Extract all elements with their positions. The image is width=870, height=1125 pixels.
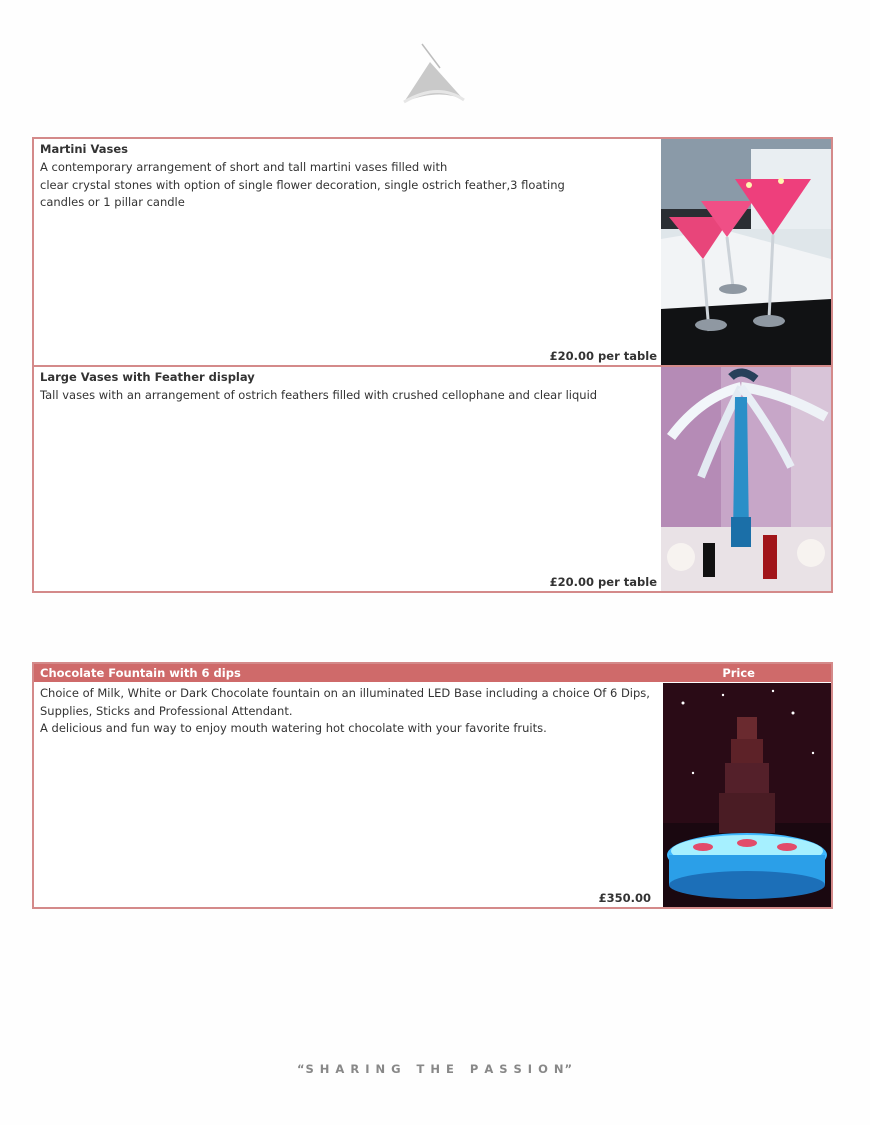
table-header [34, 664, 831, 682]
fountain-description [40, 685, 660, 738]
fountain-description-line: A delicious and fun way to enjoy mouth watering hot chocolate with your favorite fruits. [40, 721, 547, 735]
item-price: £20.00 per table [549, 349, 657, 363]
decor-items-table [32, 137, 833, 593]
item-row-martini-vases [34, 139, 831, 367]
fountain-description-line: Supplies, Sticks and Professional Attendant. [40, 703, 293, 718]
fountain-title: Chocolate Fountain with 6 dips [40, 666, 241, 680]
tagline-text: “S H A R I N G T H E P A S S I O N” [296, 1062, 574, 1076]
item-price: £20.00 per table [549, 575, 657, 589]
fountain-description-line: Choice of Milk, White or Dark Chocolate fountain on an illuminated LED Base including a choice Of 6 Dips, [40, 686, 650, 700]
item-row-large-vases [34, 367, 831, 591]
chocolate-fountain-photo [663, 683, 831, 907]
item-title: Large Vases with Feather display [40, 370, 255, 384]
footer-tagline [0, 1062, 870, 1076]
price-column-header: Price [722, 666, 755, 680]
item-description-line: A contemporary arrangement of short and tall martini vases filled with [40, 160, 448, 174]
item-description [40, 159, 660, 212]
feather-vases-photo [661, 367, 831, 591]
fountain-price: £350.00 [598, 891, 651, 905]
item-description-line: clear crystal stones with option of single flower decoration, single ostrich feather,3 floating [40, 177, 565, 192]
brand-logo-icon [400, 42, 468, 104]
martini-vases-photo [661, 139, 831, 365]
item-description-line: candles or 1 pillar candle [40, 195, 185, 209]
item-description [40, 387, 660, 405]
item-description-line: Tall vases with an arrangement of ostrich feathers filled with crushed cellophane and clear liquid [40, 388, 598, 402]
chocolate-fountain-table [32, 662, 833, 909]
item-title: Martini Vases [40, 142, 128, 156]
